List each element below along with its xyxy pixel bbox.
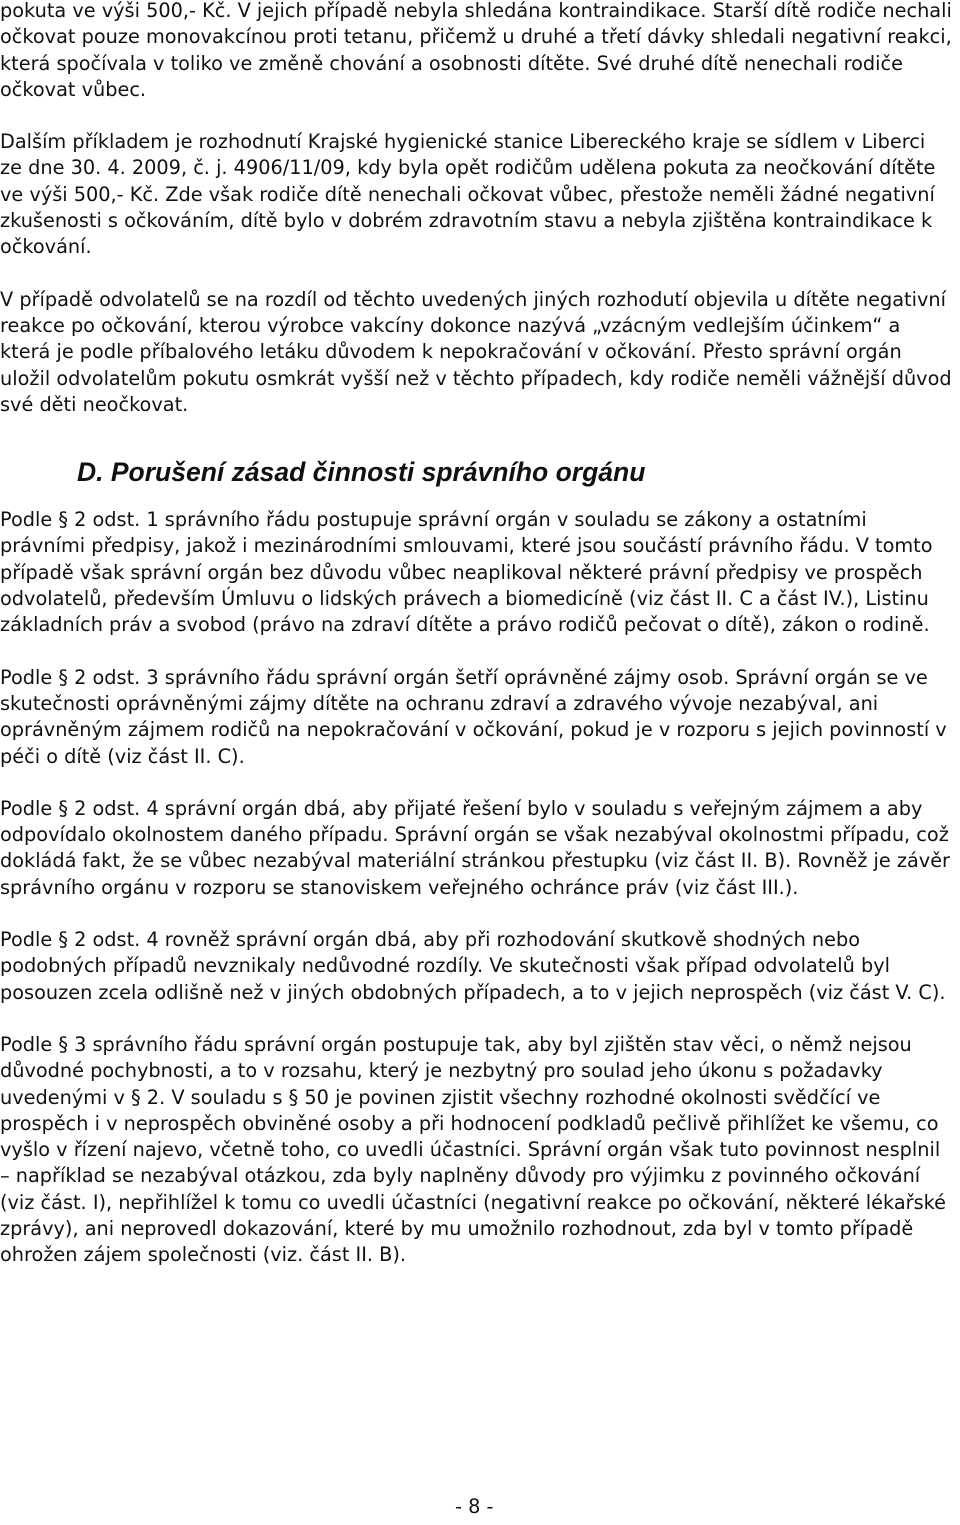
page-number: - 8 - [455, 1495, 494, 1518]
paragraph-liberec-decision: Dalším příkladem je rozhodnutí Krajské hygienické stanice Libereckého kraje se sídlem v Liberci ze dne 30. 4. 2009, č. j. 4906/11/09, kdy byla opět rodičům udělena pokuta za neočkování dítěte ve výši 500,- Kč. Zde však rodiče dítě nenechali očkovat vůbec, přestože neměli žádné negativní zkušenosti s očkováním, dítě bylo v dobrém zdravotním stavu a nebyla zjištěna kontraindikace k očkování. [0, 130, 936, 259]
section-heading: D. Porušení zásad činnosti správního orgánu [77, 457, 646, 488]
paragraph-section-2-odst-1: Podle § 2 odst. 1 správního řádu postupuje správní orgán v souladu se zákony a ostatními právními předpisy, jakož i mezinárodními smlouvami, které jsou součástí právního řádu. V tomto případě však správní orgán bez důvodu vůbec neaplikoval některé právní předpisy ve prospěch odvolatelů, především Úmluvu o lidských právech a biomedicíně (viz část II. C a část IV.), Listinu základních práv a svobod (právo na zdraví dítěte a právo rodičů pečovat o dítě), zákon o rodině. [0, 508, 933, 637]
paragraph-penalty-cases: pokuta ve výši 500,- Kč. V jejich případě nebyla shledána kontraindikace. Starší dítě rodiče nechali očkovat pouze monovakcínou proti tetanu, přičemž u druhé a třetí dávky shledali negativní reakci, která spočívala v toliko ve změně chování a osobnosti dítěte. Své druhé dítě nenechali rodiče očkovat vůbec. [0, 0, 952, 101]
paragraph-section-2-odst-4: Podle § 2 odst. 4 správní orgán dbá, aby přijaté řešení bylo v souladu s veřejným zájmem a aby odpovídalo okolnostem daného případu. Správní orgán se však nezabýval okolnostmi případu, což dokládá fakt, že se vůbec nezabýval materiální stránkou přestupku (viz část II. B). Rovněž je závěr správního orgánu v rozporu se stanoviskem veřejného ochránce práv (viz část III.). [0, 796, 950, 899]
paragraph-section-3: Podle § 3 správního řádu správní orgán postupuje tak, aby byl zjištěn stav věci, o němž nejsou důvodné pochybnosti, a to v rozsahu, který je nezbytný pro soulad jeho úkonu s požadavky uvedenými v § 2. V souladu s § 50 je povinen zjistit všechny rozhodné okolnosti svědčící ve prospěch i v neprospěch obviněné osoby a při hodnocení podkladů pečlivě přihlížet ke všemu, co vyšlo v řízení najevo, včetně toho, co uvedli účastníci. Správní orgán však tuto povinnost nesplnil – například se nezabýval otázkou, zda byly naplněny důvody pro výjimku z povinného očkování (viz část. I), nepřihlížel k tomu co uvedli účastníci (negativní reakce po očkování, některé lékařské zprávy), ani neprovedl dokazování, které by mu umožnilo rozhodnout, zda byl v tomto případě ohrožen zájem společnosti (viz. část II. B). [0, 1032, 946, 1267]
paragraph-appellants-case: V případě odvolatelů se na rozdíl od těchto uvedených jiných rozhodutí objevila u dítěte negativní reakce po očkování, kterou výrobce vakcíny dokonce nazývá „vzácným vedlejším účinkem“ a která je podle příbalového letáku důvodem k nepokračování v očkování. Přesto správní orgán uložil odvolatelům pokutu osmkrát vyšší než v těchto případech, kdy rodiče neměli vážnější důvod své děti neočkovat. [0, 287, 952, 416]
paragraph-section-2-odst-3: Podle § 2 odst. 3 správního řádu správní orgán šetří oprávněné zájmy osob. Správní orgán se ve skutečnosti oprávněnými zájmy dítěte na ochranu zdraví a zdravého vývoje nezabýval, ani oprávněným zájmem rodičů na nepokračování v očkování, pokud je v rozporu s jejich povinností v péči o dítě (viz část II. C). [0, 665, 947, 768]
paragraph-section-2-odst-4-similar-cases: Podle § 2 odst. 4 rovněž správní orgán dbá, aby při rozhodování skutkově shodných nebo podobných případů nevznikaly nedůvodné rozdíly. Ve skutečnosti však případ odvolatelů byl posouzen zcela odlišně než v jiných obdobných případech, a to v jejich neprospěch (viz část V. C). [0, 928, 946, 1004]
